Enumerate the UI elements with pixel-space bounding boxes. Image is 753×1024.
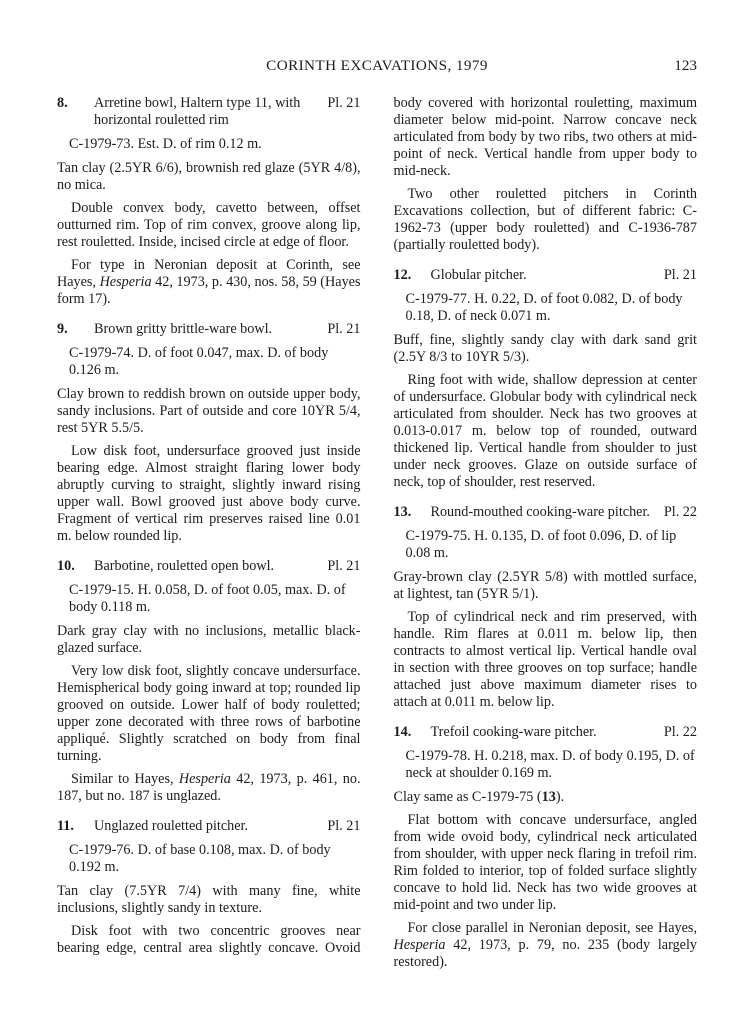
entry-heading-text bbox=[394, 504, 654, 521]
entry-title: Round-mouthed cooking-ware pitcher. bbox=[430, 504, 650, 520]
body-paragraph bbox=[394, 372, 698, 491]
text-run: 42, 1973, p. 430, nos. 58, 59 (Hayes form 17). bbox=[57, 274, 361, 307]
column-left bbox=[57, 95, 361, 963]
text-run: C-1979-15. H. 0.058, D. of foot 0.05, max. D. of body 0.118 m. bbox=[69, 582, 346, 615]
catalog-line bbox=[57, 582, 361, 616]
body-paragraph bbox=[394, 609, 698, 711]
entry-number: 11. bbox=[57, 818, 74, 834]
entry-title: Barbotine, rouletted open bowl. bbox=[94, 558, 275, 574]
text-run: Very low disk foot, slightly concave undersurface. Hemispherical body going inward at top; rounded lip grooved on outside. Lower half of body rouletted; upper zone decorated with three rows of barbotine appliqué. Slightly scratched on body from final turning. bbox=[57, 663, 361, 764]
body-paragraph bbox=[394, 569, 698, 603]
text-run: For close parallel in Neronian deposit, see Hayes, bbox=[407, 920, 697, 936]
text-run: C-1979-77. H. 0.22, D. of foot 0.082, D. of body 0.18, D. of neck 0.071 m. bbox=[405, 291, 683, 324]
entry-heading bbox=[57, 95, 361, 129]
body-paragraph bbox=[57, 883, 361, 917]
catalog-line bbox=[57, 345, 361, 379]
text-run: C-1979-74. D. of foot 0.047, max. D. of body 0.126 m. bbox=[69, 345, 329, 378]
text-columns bbox=[57, 95, 697, 977]
text-run: Clay brown to reddish brown on outside upper body, sandy inclusions. Part of outside and core 10YR 5/4, rest 5YR 5.5/5. bbox=[57, 386, 361, 436]
catalog-line bbox=[394, 528, 698, 562]
body-paragraph bbox=[394, 920, 698, 971]
catalog-line bbox=[57, 842, 361, 876]
text-run: For type in Neronian deposit at Corinth, see Hayes, bbox=[57, 257, 361, 290]
entry-heading bbox=[394, 724, 698, 741]
text-run: Flat bottom with concave undersurface, angled from wide ovoid body, cylindrical neck articulated from shoulder, with upper neck flaring in trefoil rim. Rim folded to interior, top of folded surface slightly concave to hold lid. Neck has two wide grooves at mid-point and two under lip. bbox=[393, 812, 697, 913]
body-paragraph bbox=[394, 186, 698, 254]
catalog-line bbox=[394, 291, 698, 325]
entry-number: 9. bbox=[57, 321, 68, 337]
entry-heading-text bbox=[394, 267, 654, 284]
text-run: Hesperia bbox=[99, 274, 152, 290]
entry-heading bbox=[57, 558, 361, 575]
text-run: C-1979-73. Est. D. of rim 0.12 m. bbox=[69, 136, 262, 152]
text-run: Tan clay (2.5YR 6/6), brownish red glaze (5YR 4/8), no mica. bbox=[57, 160, 361, 193]
page-header-title: CORINTH EXCAVATIONS, 1979 bbox=[266, 57, 488, 74]
text-run: C-1979-75. H. 0.135, D. of foot 0.096, D. of lip 0.08 m. bbox=[405, 528, 677, 561]
entry-heading-text bbox=[57, 818, 317, 835]
entry-number: 14. bbox=[393, 724, 412, 740]
entry-heading-text bbox=[394, 724, 654, 741]
text-run: body covered with horizontal rouletting, maximum diameter below mid-point. Narrow concave neck articulated from body by two ribs, two others at mid-point of neck. Vertical handle from upper body to mid-neck. bbox=[393, 95, 697, 179]
catalog-line bbox=[394, 748, 698, 782]
body-paragraph bbox=[394, 789, 698, 806]
body-paragraph bbox=[57, 443, 361, 545]
plate-reference: Pl. 22 bbox=[663, 504, 697, 520]
body-paragraph bbox=[57, 663, 361, 765]
entry-heading-text bbox=[57, 321, 317, 338]
entry-number: 13. bbox=[393, 504, 412, 520]
body-paragraph bbox=[57, 623, 361, 657]
entry-title: Unglazed rouletted pitcher. bbox=[94, 818, 249, 834]
entry-number: 10. bbox=[57, 558, 75, 574]
text-run: Dark gray clay with no inclusions, metallic black-glazed surface. bbox=[57, 623, 361, 656]
page-number: 123 bbox=[674, 57, 697, 74]
text-run: Gray-brown clay (2.5YR 5/8) with mottled surface, at lightest, tan (5YR 5/1). bbox=[393, 569, 697, 602]
text-run: Hesperia bbox=[393, 937, 446, 953]
plate-reference: Pl. 21 bbox=[327, 321, 361, 337]
body-paragraph bbox=[394, 332, 698, 366]
plate-reference: Pl. 21 bbox=[327, 558, 361, 574]
body-paragraph bbox=[57, 257, 361, 308]
entry-title: Brown gritty brittle-ware bowl. bbox=[94, 321, 273, 337]
text-run: C-1979-78. H. 0.218, max. D. of body 0.195, D. of neck at shoulder 0.169 m. bbox=[405, 748, 695, 781]
body-paragraph bbox=[57, 386, 361, 437]
column-right bbox=[394, 95, 698, 977]
text-run: Tan clay (7.5YR 7/4) with many fine, white inclusions, slightly sandy in texture. bbox=[57, 883, 361, 916]
entry-number: 12. bbox=[393, 267, 412, 283]
text-run: Disk foot with two concentric grooves near bearing edge, central area slightly concave. Ovoid bbox=[57, 923, 361, 956]
text-run: ). bbox=[555, 789, 565, 805]
entry-title: Arretine bowl, Haltern type 11, with horizontal rouletted rim bbox=[94, 95, 301, 128]
entry-title: Trefoil cooking-ware pitcher. bbox=[430, 724, 597, 740]
text-run: 42, 1973, p. 79, no. 235 (body largely restored). bbox=[393, 937, 697, 970]
entry-heading bbox=[57, 321, 361, 338]
body-paragraph bbox=[57, 200, 361, 251]
text-run: Low disk foot, undersurface grooved just inside bearing edge. Almost straight flaring lower body abruptly curving to straight, slightly inward rising upper wall. Bowl grooved just above body curve. Fragment of vertical rim preserves raised line 0.01 m. below rounded lip. bbox=[57, 443, 361, 544]
text-run: Clay same as C-1979-75 ( bbox=[393, 789, 542, 805]
entry-number: 8. bbox=[57, 95, 68, 111]
entry-heading-text bbox=[57, 558, 317, 575]
entry-heading bbox=[57, 818, 361, 835]
body-paragraph bbox=[394, 812, 698, 914]
text-run: Similar to Hayes, bbox=[71, 771, 179, 787]
text-run: Buff, fine, slightly sandy clay with dark sand grit (2.5Y 8/3 to 10YR 5/3). bbox=[393, 332, 697, 365]
plate-reference: Pl. 21 bbox=[663, 267, 697, 283]
text-run: Double convex body, cavetto between, offset outturned rim. Top of rim convex, groove along lip, rest rouletted. Inside, incised circle at edge of floor. bbox=[57, 200, 361, 250]
page-header bbox=[57, 57, 697, 74]
text-run: C-1979-76. D. of base 0.108, max. D. of body 0.192 m. bbox=[69, 842, 331, 875]
text-run: Ring foot with wide, shallow depression at center of undersurface. Globular body with cylindrical neck articulated from shoulder. Neck has two grooves at 0.013-0.017 m. below top of rounded, outward thickened lip. Vertical handle from shoulder to just under neck grooves. Glaze on outside surface of neck, top of shoulder, rest reserved. bbox=[393, 372, 697, 490]
body-paragraph bbox=[394, 95, 698, 180]
text-run: 42, 1973, p. 461, no. 187, but no. 187 is unglazed. bbox=[57, 771, 361, 804]
text-run: Hesperia bbox=[178, 771, 231, 787]
plate-reference: Pl. 21 bbox=[327, 818, 361, 834]
text-run: 13 bbox=[541, 789, 556, 805]
entry-title: Globular pitcher. bbox=[430, 267, 527, 283]
body-paragraph bbox=[57, 771, 361, 805]
body-paragraph bbox=[57, 160, 361, 194]
text-run: Two other rouletted pitchers in Corinth Excavations collection, but of different fabric: C-1962-73 (upper body rouletted) and C-1936-787 (partially rouletted body). bbox=[393, 186, 697, 253]
plate-reference: Pl. 21 bbox=[327, 95, 361, 111]
entry-heading bbox=[394, 504, 698, 521]
entry-heading bbox=[394, 267, 698, 284]
text-run: Top of cylindrical neck and rim preserved, with handle. Rim flares at 0.011 m. below lip, then contracts to almost vertical lip. Vertical handle oval in section with three grooves on top surface; handle attached just above maximum diameter rises to attach at 0.011 m. below lip. bbox=[393, 609, 697, 710]
entry-heading-text bbox=[57, 95, 317, 129]
plate-reference: Pl. 22 bbox=[663, 724, 697, 740]
catalog-line bbox=[57, 136, 361, 153]
body-paragraph bbox=[57, 923, 361, 957]
